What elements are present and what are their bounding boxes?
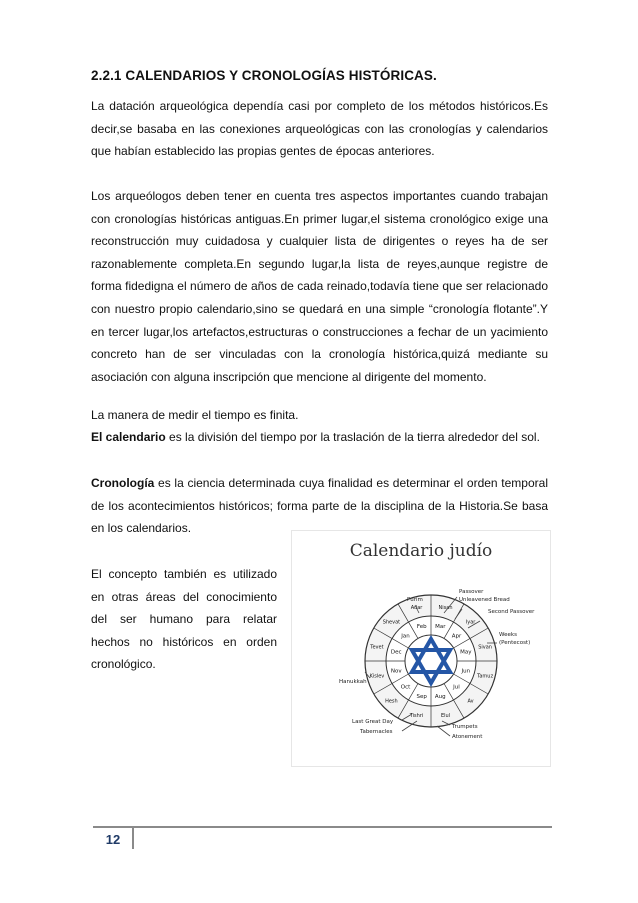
month-label: Tishri: [409, 713, 424, 720]
paragraph-dating: La datación arqueológica dependía casi por completo de los métodos históricos.Es decir,se basaba en las conexiones arqueológicas con las cronologías y calendarios que habían establecido las propias gentes de épocas anteriores.: [91, 99, 548, 159]
figure-title: Calendario judío: [349, 541, 493, 561]
label-unleavened-bread: Unleavened Bread: [459, 597, 510, 603]
month-label: Elul: [440, 713, 451, 720]
calendar-definition-text: es la división del tiempo por la traslación de la tierra alrededor del sol.: [165, 430, 540, 444]
label-trumpets: Trumpets: [452, 724, 478, 730]
month-label: Iyar: [465, 619, 476, 626]
month-abbr-label: Jan: [401, 633, 410, 640]
month-abbr-label: Oct: [400, 684, 411, 691]
label-atonement: Atonement: [452, 734, 483, 740]
month-label: Kislev: [369, 673, 385, 680]
month-label: Adar: [410, 604, 423, 611]
page-number: 12: [105, 832, 121, 847]
month-label: Tevet: [370, 644, 384, 651]
chronology-definition-text: es la ciencia determinada cuya finalidad es determinar el orden temporal de los acontecimientos históricos; forma parte de la disciplina de la Historia.Se basa en los calendarios.: [91, 476, 548, 536]
paragraph-aspects: Los arqueólogos deben tener en cuenta tres aspectos importantes cuando trabajan con cronologías históricas antiguas.En primer lugar,el sistema cronológico exige una reconstrucción muy cuidadosa y cualquier lista de dirigentes o reyes ha de ser razonablemente completa.En segundo lugar,la lista de reyes,aunque registre de forma fidedigna el número de años de cada reinado,todavía tiene que ser relacionado con nuestro propio calendario,sino se quedará en una simple “cronología flotante”.Y en tercer lugar,los artefactos,estructuras o construcciones a fechar de un yacimiento concreto han de ser vinculadas con la cronología histórica,quizá mediante su asociación con alguna inscripción que mencione al dirigente del momento.: [91, 189, 548, 384]
label-passover: Passover: [459, 589, 484, 595]
paragraph-time-finite: La manera de medir el tiempo es finita.: [91, 408, 299, 422]
section-heading: 2.2.1 CALENDARIOS Y CRONOLOGÍAS HISTÓRICAS.: [91, 68, 437, 83]
month-abbr-label: May: [460, 649, 472, 656]
label-pentecost: (Pentecost): [499, 640, 531, 646]
label-purim: Purim: [407, 597, 423, 603]
label-tabernacles: Tabernacles: [360, 729, 393, 735]
month-abbr-label: Nov: [390, 668, 402, 675]
month-abbr-label: Aug: [434, 693, 446, 700]
month-abbr-label: Jul: [453, 684, 460, 691]
jewish-calendar-figure: [291, 530, 551, 767]
paragraph-calendar-definition: [91, 426, 548, 449]
month-abbr-label: Mar: [435, 624, 446, 631]
term-calendar: El calendario: [91, 430, 166, 444]
month-abbr-label: Dec: [390, 649, 402, 656]
label-hanukkah: Hanukkah: [339, 679, 367, 685]
month-label: Sivan: [478, 644, 492, 651]
label-last-great-day: Last Great Day: [352, 719, 394, 725]
footer-rule: [93, 826, 552, 828]
paragraph-concept-usage: El concepto también es utilizado en otras áreas del conocimiento del ser humano para relatar hechos no históricos en orden cronológico.: [91, 567, 277, 672]
label-second-passover: Second Passover: [488, 609, 535, 615]
month-abbr-label: Sep: [416, 693, 427, 700]
month-label: Av: [467, 698, 474, 705]
footer-divider: [132, 826, 134, 849]
month-abbr-label: Jun: [461, 668, 471, 675]
month-label: Hesh: [385, 698, 398, 705]
calendar-wheel-diagram: [292, 531, 550, 766]
month-label: Shevat: [382, 619, 401, 626]
month-label: Nisan: [438, 604, 453, 611]
label-weeks: Weeks: [499, 632, 517, 638]
month-abbr-label: Feb: [416, 624, 427, 631]
month-abbr-label: Apr: [451, 633, 462, 640]
term-chronology: Cronología: [91, 476, 155, 490]
month-label: Tamuz: [477, 673, 494, 680]
